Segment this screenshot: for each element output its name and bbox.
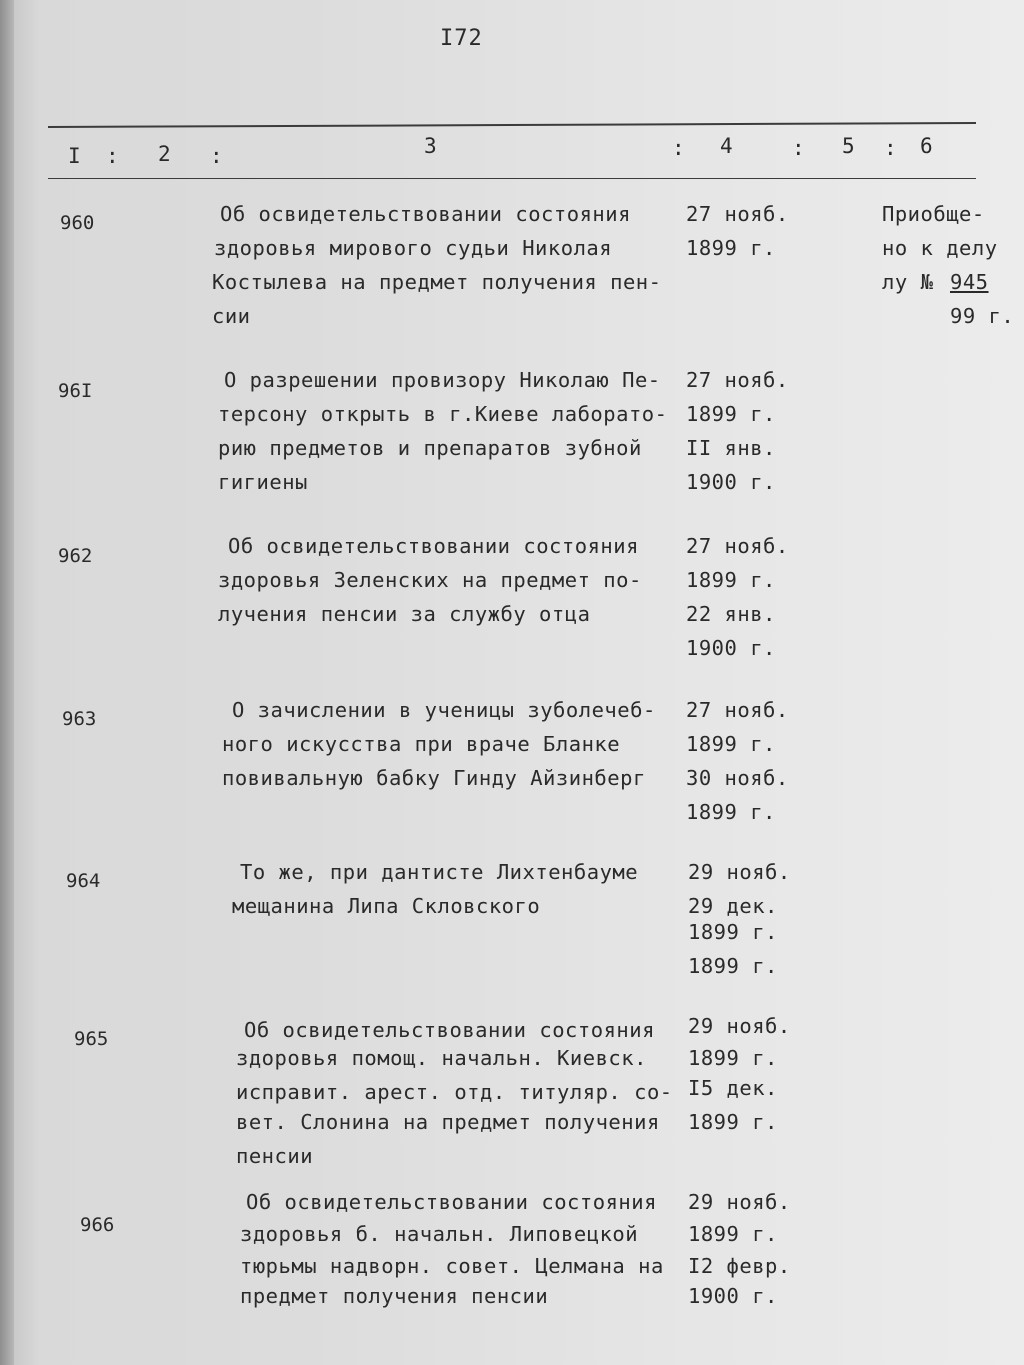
page-number: I72 [440, 26, 483, 51]
column-header-1: I [68, 144, 81, 168]
entry-date: 1899 г. [688, 920, 778, 944]
entry-date: I2 февр. [688, 1254, 791, 1278]
entry-text-line: сии [212, 304, 251, 328]
entry-number: 963 [62, 708, 97, 730]
entry-date: 29 нояб. [688, 1014, 791, 1038]
entry-text-line: О разрешении провизору Николаю Пе- [224, 368, 661, 392]
entry-text-line: исправит. арест. отд. титуляр. со- [236, 1080, 673, 1104]
entry-number: 960 [60, 212, 95, 234]
entry-text-line: гигиены [218, 470, 308, 494]
entry-text-line: Об освидетельствовании состояния [228, 534, 639, 558]
header-rule-top [48, 122, 976, 128]
entry-number: 96I [58, 380, 93, 402]
entry-date: 22 янв. [686, 602, 776, 626]
entry-date: 27 нояб. [686, 698, 789, 722]
column-header-3: 3 [424, 134, 437, 158]
column-separator: : [210, 144, 223, 168]
entry-text-line: То же, при дантисте Лихтенбауме [240, 860, 639, 884]
entry-text-line: О зачислении в ученицы зуболечеб- [232, 698, 656, 722]
entry-text-line: предмет получения пенсии [240, 1284, 549, 1308]
entry-date: II янв. [686, 436, 776, 460]
entry-number: 962 [58, 545, 93, 567]
entry-note-case-number: 945 [950, 270, 989, 294]
entry-text-line: ного искусства при враче Бланке [222, 732, 621, 756]
entry-date: 1899 г. [686, 236, 776, 260]
entry-text-line: повивальную бабку Гинду Айзинберг [222, 766, 646, 790]
entry-date: 1899 г. [686, 800, 776, 824]
column-header-5: 5 [842, 134, 855, 158]
entry-text-line: лучения пенсии за службу отца [218, 602, 591, 626]
entry-date: 1900 г. [686, 636, 776, 660]
entry-date: 27 нояб. [686, 534, 789, 558]
entry-text-line: здоровья мирового судьи Николая [214, 236, 613, 260]
entry-text-line: тюрьмы надворн. совет. Целмана на [240, 1254, 664, 1278]
entry-date: 29 нояб. [688, 1190, 791, 1214]
entry-text-line: Костылева на предмет получения пен- [212, 270, 662, 294]
entry-number: 965 [74, 1028, 109, 1050]
entry-date: 1899 г. [688, 1046, 778, 1070]
column-separator: : [672, 136, 685, 160]
entry-text-line: здоровья б. начальн. Липовецкой [240, 1222, 639, 1246]
entry-date: 27 нояб. [686, 368, 789, 392]
entry-note: лу № [882, 270, 934, 294]
entry-date: 1899 г. [688, 1222, 778, 1246]
entry-date: 1899 г. [688, 1110, 778, 1134]
entry-text-line: здоровья Зеленских на предмет по- [218, 568, 642, 592]
entry-note: 99 г. [950, 304, 1015, 328]
entry-text-line: здоровья помощ. начальн. Киевск. [236, 1046, 647, 1070]
entry-text-line: мещанина Липа Скловского [232, 894, 541, 918]
column-separator: : [106, 144, 119, 168]
entry-text-line: рию предметов и препаратов зубной [218, 436, 642, 460]
entry-text-line: терсону открыть в г.Киеве лаборато- [218, 402, 668, 426]
column-separator: : [884, 136, 897, 160]
entry-number: 966 [80, 1214, 115, 1236]
entry-note: но к делу [882, 236, 998, 260]
column-header-6: 6 [920, 134, 933, 158]
entry-date: 30 нояб. [686, 766, 789, 790]
entry-date: 1899 г. [686, 732, 776, 756]
entry-text-line: Об освидетельствовании состояния [244, 1018, 655, 1042]
entry-date: 29 нояб. [688, 860, 791, 884]
binding-edge [0, 0, 14, 1365]
column-header-2: 2 [158, 142, 171, 166]
entry-number: 964 [66, 870, 101, 892]
entry-date: 1900 г. [686, 470, 776, 494]
entry-text-line: Об освидетельствовании состояния [220, 202, 631, 226]
entry-text-line: вет. Слонина на предмет получения [236, 1110, 660, 1134]
entry-date: 1899 г. [688, 954, 778, 978]
header-rule-bottom [48, 178, 976, 179]
entry-note: Приобще- [882, 202, 985, 226]
entry-date: I5 дек. [688, 1076, 778, 1100]
entry-date: 1899 г. [686, 568, 776, 592]
entry-date: 1900 г. [688, 1284, 778, 1308]
entry-text-line: пенсии [236, 1144, 314, 1168]
entry-date: 29 дек. [688, 894, 778, 918]
column-separator: : [792, 136, 805, 160]
entry-text-line: Об освидетельствовании состояния [246, 1190, 657, 1214]
column-header-4: 4 [720, 134, 733, 158]
entry-date: 1899 г. [686, 402, 776, 426]
entry-date: 27 нояб. [686, 202, 789, 226]
